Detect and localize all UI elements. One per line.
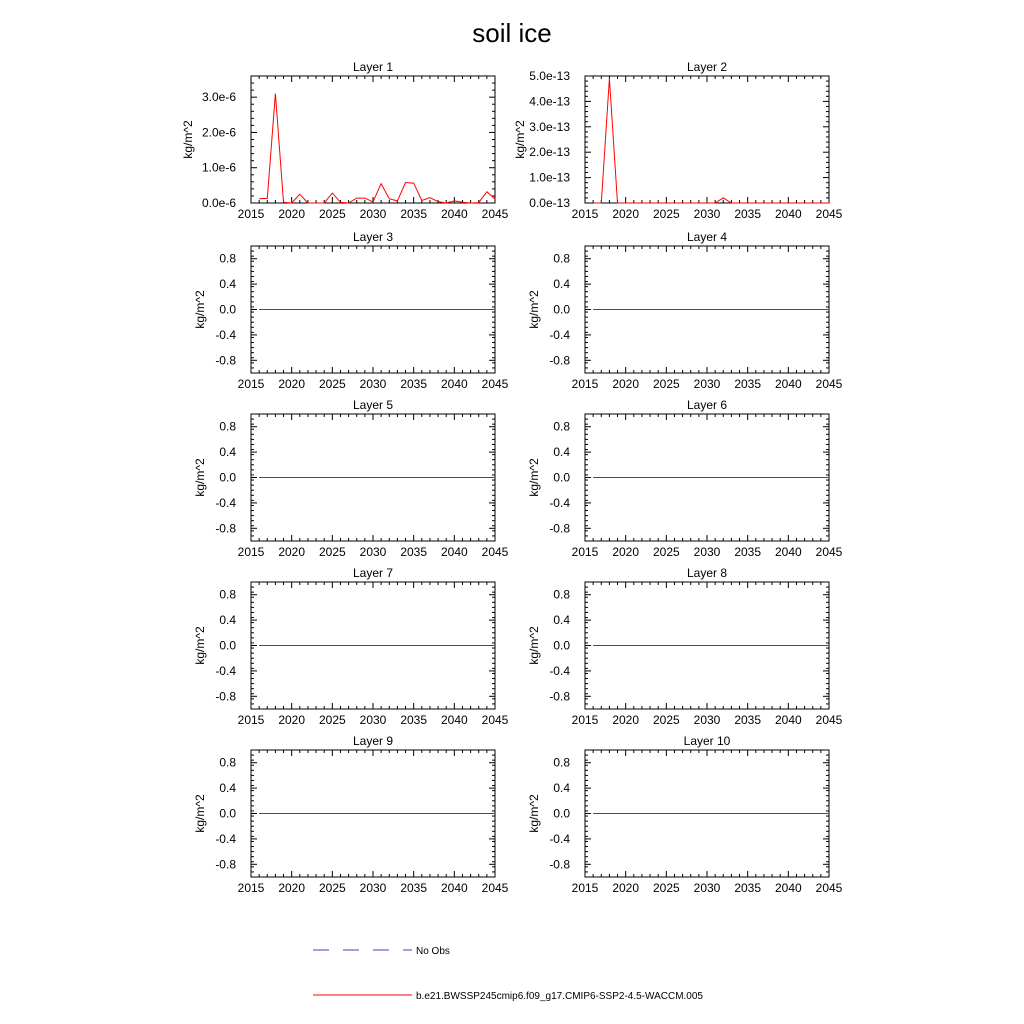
x-tick-label: 2040: [440, 881, 468, 895]
x-tick-label: 2030: [359, 545, 387, 559]
y-tick-label: 0.4: [553, 781, 570, 796]
y-axis-label: kg/m^2: [181, 120, 195, 159]
y-tick-label: 0.8: [553, 587, 570, 602]
panel-title: Layer 3: [352, 230, 394, 244]
y-tick-label: -0.4: [549, 831, 570, 846]
x-tick-label: 2025: [652, 377, 680, 391]
x-tick-label: 2025: [318, 713, 346, 727]
panel-3: [193, 230, 509, 391]
y-tick-label: 5.0e-13: [529, 69, 570, 83]
x-tick-label: 2020: [278, 207, 306, 221]
x-tick-label: 2035: [734, 377, 762, 391]
y-tick-label: 0.4: [553, 277, 570, 292]
plot-frame: [585, 76, 829, 203]
x-tick-label: 2040: [774, 881, 802, 895]
y-tick-label: 0.8: [553, 251, 570, 266]
panel-title: Layer 9: [352, 734, 394, 748]
x-tick-label: 2015: [571, 377, 599, 391]
x-tick-label: 2025: [652, 207, 680, 221]
y-axis-label: kg/m^2: [527, 794, 541, 833]
x-tick-label: 2045: [481, 881, 509, 895]
x-tick-label: 2015: [237, 881, 265, 895]
y-axis-label: kg/m^2: [193, 626, 207, 665]
x-tick-label: 2015: [571, 207, 599, 221]
y-axis-label: kg/m^2: [193, 794, 207, 833]
y-tick-label: -0.8: [549, 857, 570, 872]
x-tick-label: 2020: [278, 377, 306, 391]
x-tick-label: 2035: [400, 881, 428, 895]
y-tick-label: 0.8: [219, 587, 236, 602]
y-tick-label: 0.0: [553, 470, 570, 485]
x-tick-label: 2040: [774, 377, 802, 391]
x-tick-label: 2045: [815, 207, 843, 221]
series-line: [259, 94, 495, 203]
x-tick-label: 2030: [693, 545, 721, 559]
y-tick-label: 0.4: [219, 445, 236, 460]
panel-title: Layer 4: [686, 230, 728, 244]
y-tick-label: 4.0e-13: [529, 94, 570, 109]
x-tick-label: 2015: [237, 207, 265, 221]
series-line: [593, 79, 829, 204]
x-tick-label: 2020: [612, 377, 640, 391]
x-tick-label: 2030: [359, 881, 387, 895]
y-tick-label: 0.0: [553, 806, 570, 821]
y-tick-label: -0.4: [215, 831, 236, 846]
panel-title: Layer 5: [352, 398, 394, 412]
x-tick-label: 2040: [774, 545, 802, 559]
y-tick-label: 2.0e-13: [529, 145, 570, 160]
y-tick-label: 0.8: [219, 251, 236, 266]
legend-label: No Obs: [416, 946, 450, 957]
y-tick-label: 0.0: [219, 302, 236, 317]
y-tick-label: -0.8: [215, 353, 236, 368]
x-tick-label: 2045: [815, 545, 843, 559]
y-tick-label: 0.0: [219, 470, 236, 485]
x-tick-label: 2035: [734, 713, 762, 727]
y-tick-label: 0.0: [553, 302, 570, 317]
panel-4: [527, 230, 843, 391]
x-tick-label: 2045: [481, 713, 509, 727]
y-tick-label: 0.4: [219, 781, 236, 796]
x-tick-label: 2040: [440, 545, 468, 559]
x-tick-label: 2025: [318, 377, 346, 391]
y-tick-label: -0.8: [549, 353, 570, 368]
x-tick-label: 2040: [440, 377, 468, 391]
x-tick-label: 2035: [400, 377, 428, 391]
x-tick-label: 2020: [278, 881, 306, 895]
legend-label: b.e21.BWSSP245cmip6.f09_g17.CMIP6-SSP2-4.5-WACCM.005: [416, 991, 703, 1002]
y-tick-label: -0.8: [549, 521, 570, 536]
x-tick-label: 2030: [693, 207, 721, 221]
x-tick-label: 2045: [815, 377, 843, 391]
legend-item: [313, 991, 703, 1002]
x-tick-label: 2030: [693, 713, 721, 727]
y-tick-label: 0.0e-13: [529, 196, 570, 210]
y-tick-label: 0.4: [219, 613, 236, 628]
x-tick-label: 2025: [652, 881, 680, 895]
x-tick-label: 2025: [652, 713, 680, 727]
x-tick-label: 2015: [237, 713, 265, 727]
panel-title: Layer 2: [686, 60, 728, 74]
x-tick-label: 2025: [318, 881, 346, 895]
y-axis-label: kg/m^2: [527, 626, 541, 665]
y-tick-label: 1.0e-6: [201, 160, 236, 175]
x-tick-label: 2015: [571, 545, 599, 559]
x-tick-label: 2015: [571, 881, 599, 895]
x-tick-label: 2045: [481, 545, 509, 559]
y-axis-label: kg/m^2: [527, 290, 541, 329]
panels: [181, 60, 843, 895]
x-tick-label: 2040: [774, 207, 802, 221]
y-tick-label: 0.8: [553, 419, 570, 434]
panel-6: [527, 398, 843, 559]
y-tick-label: 2.0e-6: [201, 125, 236, 140]
x-tick-label: 2020: [278, 713, 306, 727]
x-tick-label: 2040: [440, 207, 468, 221]
panel-title: Layer 8: [686, 566, 728, 580]
y-tick-label: 0.8: [553, 755, 570, 770]
x-tick-label: 2035: [400, 713, 428, 727]
y-axis-label: kg/m^2: [527, 458, 541, 497]
y-tick-label: -0.8: [215, 521, 236, 536]
x-tick-label: 2030: [359, 713, 387, 727]
y-tick-label: 0.0e-6: [201, 196, 236, 210]
legend: [313, 946, 703, 1002]
x-tick-label: 2045: [815, 881, 843, 895]
panel-title: Layer 10: [683, 734, 731, 748]
y-tick-label: 0.4: [553, 445, 570, 460]
y-tick-label: 1.0e-13: [529, 170, 570, 185]
panel-2: [513, 60, 843, 221]
y-tick-label: 0.4: [553, 613, 570, 628]
y-tick-label: 3.0e-13: [529, 119, 570, 134]
panel-5: [193, 398, 509, 559]
x-tick-label: 2025: [318, 207, 346, 221]
x-tick-label: 2035: [400, 207, 428, 221]
y-tick-label: -0.8: [215, 857, 236, 872]
x-tick-label: 2035: [734, 545, 762, 559]
x-tick-label: 2020: [278, 545, 306, 559]
y-tick-label: 3.0e-6: [201, 90, 236, 105]
panel-8: [527, 566, 843, 727]
panel-9: [193, 734, 509, 895]
x-tick-label: 2035: [734, 207, 762, 221]
x-tick-label: 2035: [734, 881, 762, 895]
y-tick-label: -0.4: [215, 495, 236, 510]
figure-title: soil ice: [472, 18, 552, 48]
x-tick-label: 2015: [571, 713, 599, 727]
panel-title: Layer 1: [352, 60, 394, 74]
y-tick-label: -0.4: [549, 663, 570, 678]
x-tick-label: 2025: [652, 545, 680, 559]
x-tick-label: 2025: [318, 545, 346, 559]
y-tick-label: -0.4: [549, 495, 570, 510]
y-tick-label: -0.4: [215, 663, 236, 678]
legend-item: [313, 946, 450, 957]
y-tick-label: 0.0: [553, 638, 570, 653]
y-axis-label: kg/m^2: [193, 458, 207, 497]
panel-title: Layer 7: [352, 566, 394, 580]
x-tick-label: 2020: [612, 713, 640, 727]
x-tick-label: 2045: [481, 207, 509, 221]
y-tick-label: 0.8: [219, 419, 236, 434]
y-tick-label: -0.8: [549, 689, 570, 704]
panel-7: [193, 566, 509, 727]
panel-title: Layer 6: [686, 398, 728, 412]
y-tick-label: 0.8: [219, 755, 236, 770]
x-tick-label: 2015: [237, 545, 265, 559]
y-tick-label: -0.4: [215, 327, 236, 342]
x-tick-label: 2030: [359, 377, 387, 391]
x-tick-label: 2040: [774, 713, 802, 727]
x-tick-label: 2030: [693, 377, 721, 391]
y-tick-label: -0.4: [549, 327, 570, 342]
x-tick-label: 2030: [359, 207, 387, 221]
y-tick-label: 0.0: [219, 638, 236, 653]
y-axis-label: kg/m^2: [193, 290, 207, 329]
x-tick-label: 2045: [815, 713, 843, 727]
x-tick-label: 2020: [612, 207, 640, 221]
y-tick-label: 0.0: [219, 806, 236, 821]
x-tick-label: 2045: [481, 377, 509, 391]
x-tick-label: 2030: [693, 881, 721, 895]
x-tick-label: 2020: [612, 545, 640, 559]
x-tick-label: 2020: [612, 881, 640, 895]
y-tick-label: -0.8: [215, 689, 236, 704]
y-axis-label: kg/m^2: [513, 120, 527, 159]
panel-1: [181, 60, 509, 221]
panel-10: [527, 734, 843, 895]
plot-frame: [251, 76, 495, 203]
y-tick-label: 0.4: [219, 277, 236, 292]
x-tick-label: 2035: [400, 545, 428, 559]
x-tick-label: 2015: [237, 377, 265, 391]
x-tick-label: 2040: [440, 713, 468, 727]
